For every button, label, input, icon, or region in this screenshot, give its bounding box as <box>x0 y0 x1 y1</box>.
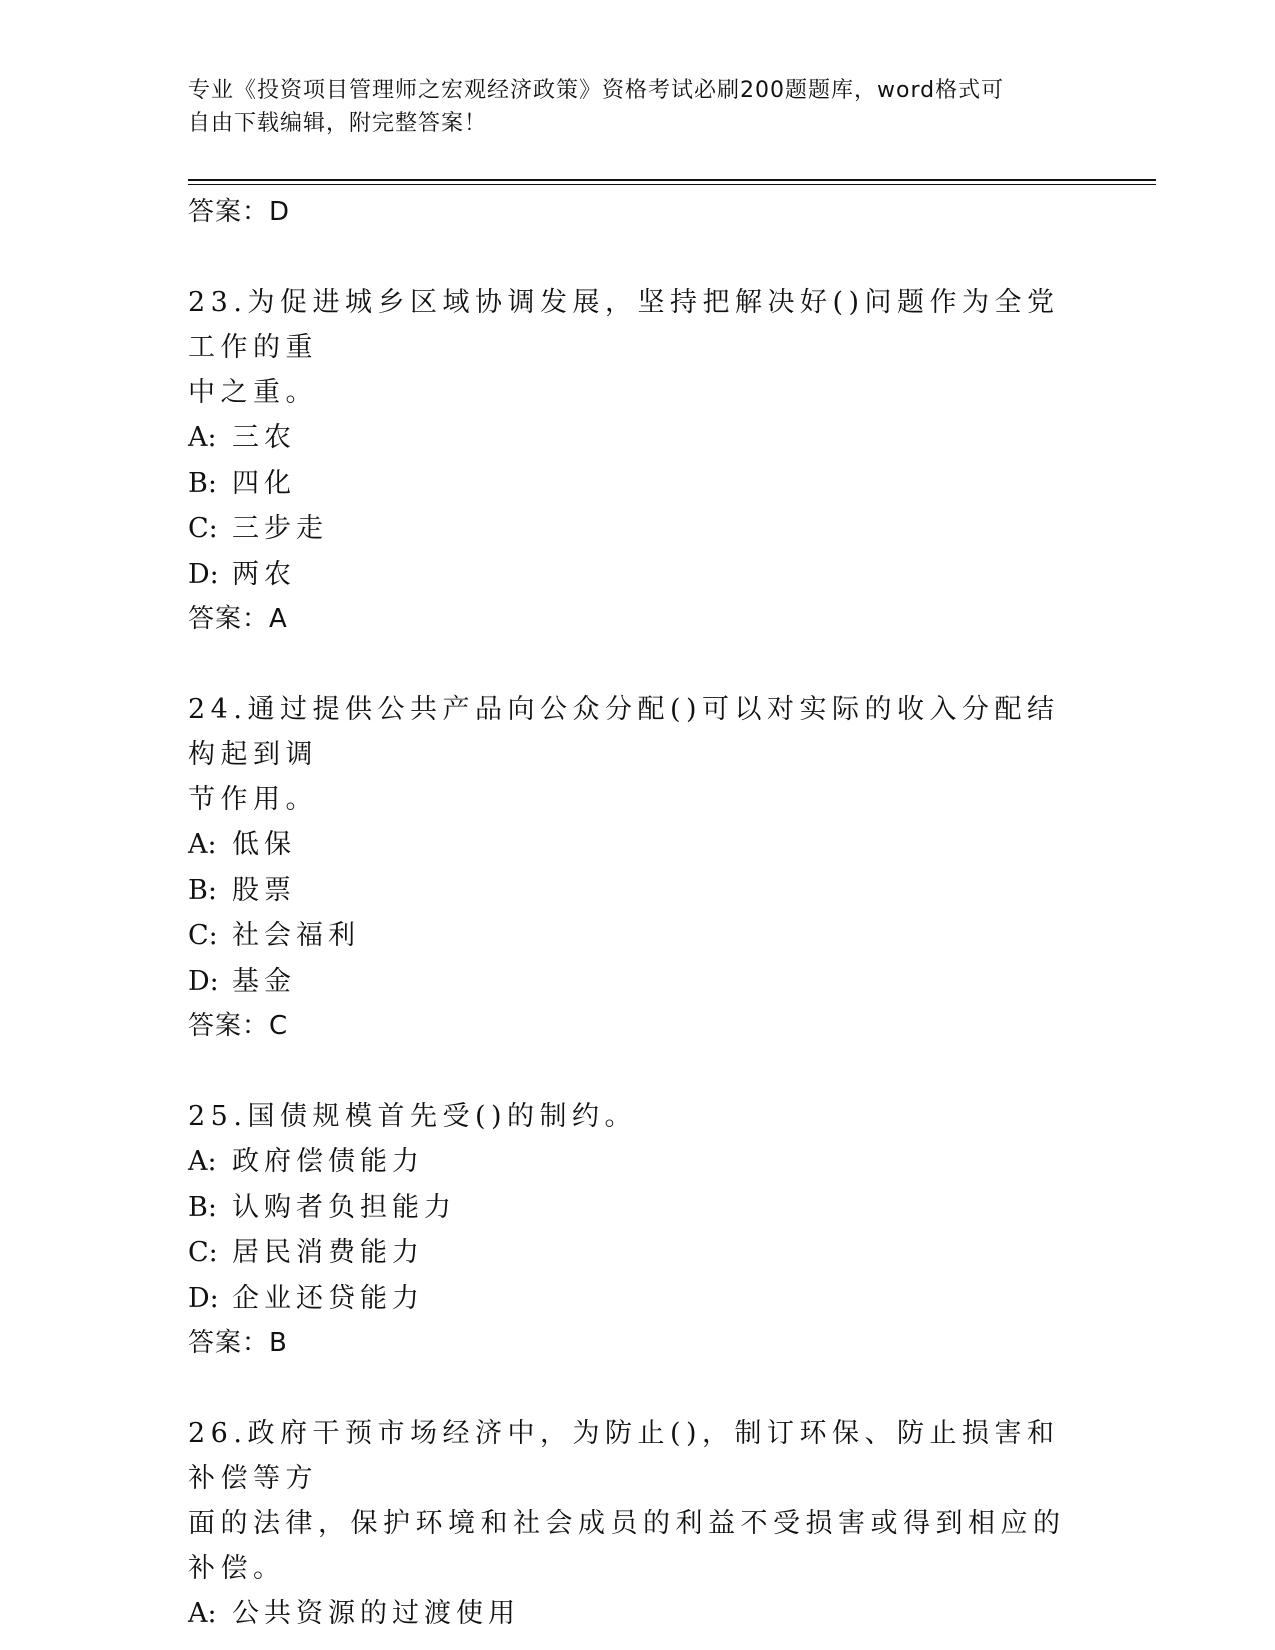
option-letter: B: <box>188 874 217 906</box>
option-letter: B: <box>188 467 217 499</box>
option-text: 两农 <box>232 558 296 590</box>
question-stem-line: 25.国债规模首先受()的制约。 <box>188 1101 638 1132</box>
question-24-option-d <box>188 959 1088 1005</box>
option-letter: A: <box>188 422 217 453</box>
option-letter: C: <box>188 513 218 544</box>
option-text: 认购者负担能力 <box>232 1191 456 1223</box>
option-letter: C: <box>188 920 218 951</box>
previous-answer: 答案：D <box>188 197 291 227</box>
option-text: 基金 <box>232 965 296 997</box>
question-25-option-d <box>188 1276 1088 1322</box>
question-stem-line: 中之重。 <box>188 377 318 408</box>
question-26-option-a <box>188 1591 1088 1637</box>
question-23-option-c <box>188 506 1088 552</box>
question-26-stem <box>188 1411 1088 1591</box>
question-stem-line: 26.政府干预市场经济中，为防止()，制订环保、防止损害和补偿等方 <box>188 1418 1060 1494</box>
question-24-stem <box>188 687 1088 822</box>
option-letter: B: <box>188 1191 217 1223</box>
option-text: 社会福利 <box>232 920 360 951</box>
option-text: 低保 <box>232 829 296 860</box>
option-text: 三步走 <box>232 513 328 544</box>
question-stem-line: 23.为促进城乡区域协调发展，坚持把解决好()问题作为全党工作的重 <box>188 287 1060 363</box>
question-23-stem <box>188 280 1088 415</box>
question-25-option-b <box>188 1185 1088 1231</box>
question-list <box>188 190 1088 1637</box>
header-divider-thick <box>188 179 1156 181</box>
question-23-option-d <box>188 552 1088 598</box>
option-text: 公共资源的过渡使用 <box>232 1598 520 1629</box>
option-text: 股票 <box>232 874 296 906</box>
question-stem-line: 节作用。 <box>188 784 318 815</box>
header-line-1: 专业《投资项目管理师之宏观经济政策》资格考试必刷200题题库，word格式可 <box>188 78 1005 103</box>
header-divider-thin <box>188 184 1156 185</box>
question-23-option-b <box>188 461 1088 507</box>
question-23-option-a <box>188 415 1088 461</box>
option-text: 三农 <box>232 422 296 453</box>
question-24-option-c <box>188 913 1088 959</box>
header-line-2: 自由下载编辑，附完整答案！ <box>188 111 488 136</box>
question-25-answer: 答案：B <box>188 1328 288 1358</box>
option-text: 政府偿债能力 <box>232 1146 424 1177</box>
option-letter: A: <box>188 829 217 860</box>
option-letter: A: <box>188 1146 217 1177</box>
option-text: 企业还贷能力 <box>232 1282 424 1314</box>
option-letter: D: <box>188 965 219 997</box>
question-stem-line: 面的法律，保护环境和社会成员的利益不受损害或得到相应的补偿。 <box>188 1508 1066 1584</box>
question-23-answer: 答案：A <box>188 604 288 634</box>
option-letter: D: <box>188 1282 219 1314</box>
question-25-option-a <box>188 1139 1088 1185</box>
option-text: 居民消费能力 <box>232 1237 424 1268</box>
option-letter: C: <box>188 1237 218 1268</box>
question-25-stem <box>188 1094 1088 1139</box>
question-stem-line: 24.通过提供公共产品向公众分配()可以对实际的收入分配结构起到调 <box>188 694 1060 770</box>
option-text: 四化 <box>232 467 296 499</box>
question-24-option-a <box>188 822 1088 868</box>
document-header <box>188 74 1068 140</box>
question-24-option-b <box>188 868 1088 914</box>
option-letter: A: <box>188 1598 217 1629</box>
question-25-option-c <box>188 1230 1088 1276</box>
option-letter: D: <box>188 558 219 590</box>
question-24-answer: 答案：C <box>188 1011 289 1041</box>
